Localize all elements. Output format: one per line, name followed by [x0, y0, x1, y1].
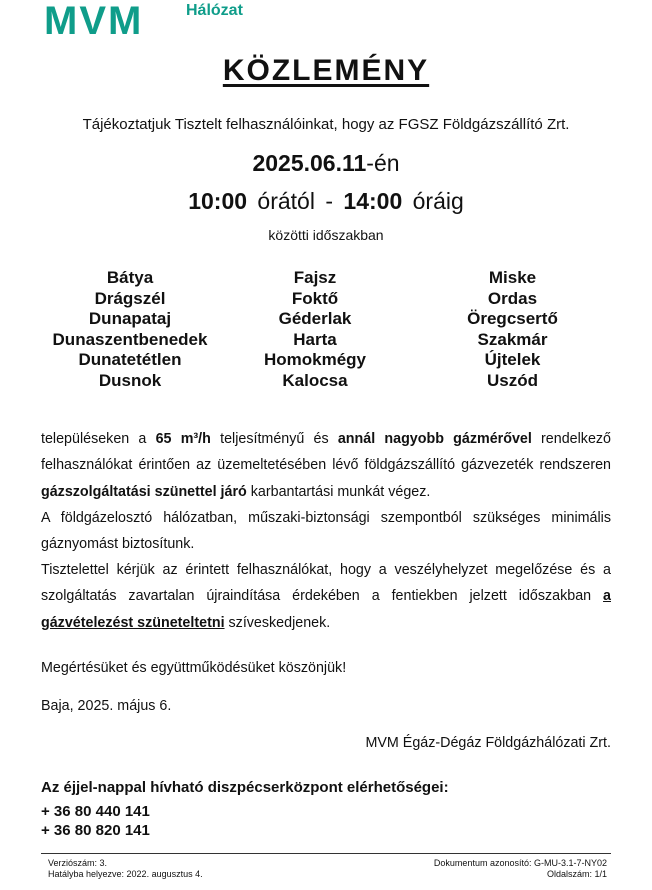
settlement-item: Dunaszentbenedek — [52, 329, 208, 349]
p1-part: teljesítményű és — [210, 431, 338, 447]
settlement-item: Újtelek — [484, 350, 541, 369]
settlement-item: Miske — [488, 268, 537, 287]
from-word: órától — [257, 188, 315, 214]
settlement-item: Bátya — [106, 268, 154, 287]
time-dash: - — [325, 188, 334, 214]
time-from: 10:00 — [188, 188, 248, 214]
footer-right — [434, 858, 607, 880]
schedule-date: 2025.06.11 — [252, 150, 367, 176]
mvm-logo-mark — [44, 0, 174, 40]
between-text: közötti időszakban — [268, 227, 384, 243]
p3-part: Tisztelettel kérjük az érintett felhasználókat, hogy a veszélyhelyzet megelőzése és a szolgáltatás zavartalan újraindítása érdekében a fentiekben jelzett időszakban — [41, 562, 611, 605]
footer-divider — [41, 853, 611, 854]
dispatch-phone: + 36 80 820 141 — [41, 822, 150, 839]
settlement-item: Öregcsertő — [467, 309, 558, 328]
to-word: óráig — [412, 188, 464, 214]
settlement-item: Dusnok — [98, 370, 162, 390]
schedule-date-line — [0, 150, 652, 177]
settlement-item: Homokmégy — [263, 350, 367, 369]
body-paragraph-2: A földgázelosztó hálózatban, műszaki-biztonsági szempontból szükséges minimális gáznyomást biztosítunk. — [41, 510, 611, 553]
mvm-logo — [44, 0, 174, 40]
footer-page-number: Oldalszám: 1/1 — [546, 869, 607, 879]
dispatch-title: Az éjjel-nappal hívható diszpécserközpont elérhetőségei: — [41, 779, 449, 796]
footer-left — [48, 858, 203, 880]
settlement-item: Kalocsa — [282, 370, 348, 390]
thanks-text: Megértésüket és együttműködésüket köszönjük! — [41, 660, 347, 676]
p3-part: szíveskedjenek. — [224, 614, 331, 631]
logo-text: MVM — [44, 0, 144, 40]
settlement-item: Uszód — [487, 370, 538, 390]
settlements-column-1 — [30, 268, 230, 391]
settlement-item: Dunatetétlen — [78, 350, 182, 369]
body-paragraph-1 — [41, 426, 611, 505]
p1-part: rendelkező felhasználókat érintően az üzemeltetésében lévő földgázszállító gázvezeték rendszeren — [41, 431, 611, 474]
settlements-column-2 — [220, 268, 410, 391]
settlement-item: Géderlak — [278, 309, 352, 328]
p1-part: karbantartási munkát végez. — [246, 483, 431, 500]
settlement-item: Foktő — [291, 288, 339, 308]
settlement-item: Harta — [293, 329, 337, 349]
footer-version: Verziószám: 3. — [48, 858, 108, 868]
meter-size-emphasis: annál nagyobb gázmérővel — [337, 431, 532, 447]
place-date: Baja, 2025. május 6. — [41, 698, 172, 714]
settlement-item: Fajsz — [293, 268, 337, 287]
footer-effective-date: Hatályba helyezve: 2022. augusztus 4. — [48, 869, 203, 879]
footer-document-id: Dokumentum azonosító: G-MU-3.1-7-NY02 — [433, 858, 607, 868]
p1-part: településeken a — [41, 431, 156, 447]
meter-capacity: 65 m³/h — [155, 431, 211, 447]
settlement-item: Szakmár — [477, 329, 548, 349]
settlement-item: Drágszél — [94, 288, 166, 308]
intro-text: Tájékoztatjuk Tisztelt felhasználóinkat, hogy az FGSZ Földgázszállító Zrt. — [82, 116, 570, 133]
body-paragraph-3 — [41, 557, 611, 636]
time-to: 14:00 — [343, 188, 403, 214]
settlement-item: Dunapataj — [88, 309, 172, 328]
page-title: KÖZLEMÉNY — [222, 54, 430, 87]
dispatch-phone: + 36 80 440 141 — [41, 803, 150, 820]
suspend-consumption-emphasis: a gázvételezést szüneteltetni — [41, 588, 611, 631]
schedule-time-line — [0, 188, 652, 215]
signature: MVM Égáz-Dégáz Földgázhálózati Zrt. — [365, 735, 611, 751]
logo-subtitle: Hálózat — [186, 2, 243, 19]
service-interruption-emphasis: gázszolgáltatási szünettel járó — [41, 483, 247, 500]
schedule-date-suffix: -én — [366, 150, 400, 176]
settlement-item: Ordas — [487, 288, 538, 308]
settlements-column-3 — [420, 268, 605, 391]
